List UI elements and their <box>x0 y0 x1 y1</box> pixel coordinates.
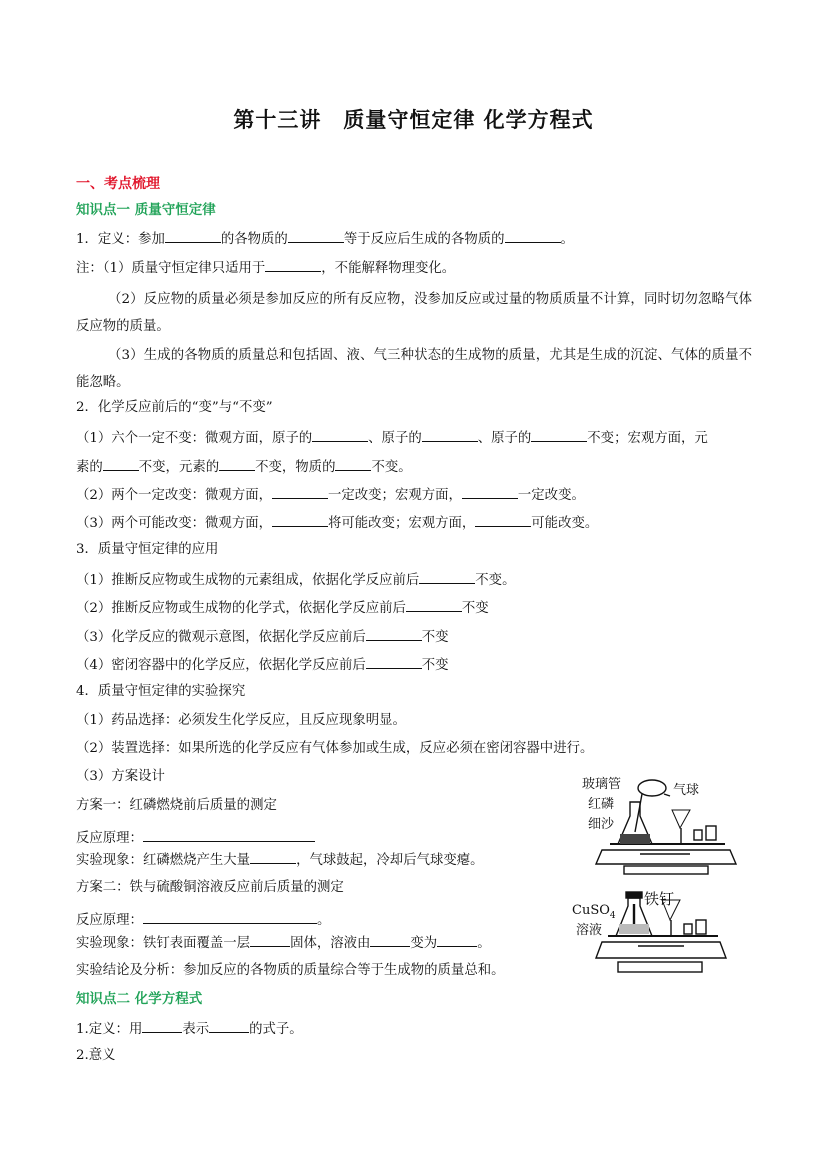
blank[interactable] <box>250 849 296 864</box>
blank[interactable] <box>437 932 477 947</box>
text-line <box>76 512 598 534</box>
blank[interactable] <box>250 932 290 947</box>
text-line: （3）方案设计 <box>76 769 165 784</box>
blank[interactable] <box>505 228 561 243</box>
copper-sulfate-balance-figure <box>568 884 738 990</box>
blank[interactable] <box>531 427 587 442</box>
text-line <box>76 849 484 871</box>
text: （2）推断反应物或生成物的化学式，依据化学反应前后 <box>76 601 406 616</box>
page-title: 第十三讲 质量守恒定律 化学方程式 <box>233 108 594 132</box>
text-line <box>76 654 449 676</box>
definition-line <box>76 228 574 250</box>
text-line <box>76 626 449 648</box>
subheading: 2．化学反应前后的“变”与“不变” <box>76 400 273 415</box>
blank[interactable] <box>219 456 255 471</box>
note-line <box>76 257 455 279</box>
blank[interactable] <box>406 597 462 612</box>
text-line: 实验结论及分析：参加反应的各物质的质量综合等于生成物的质量总和。 <box>76 963 505 978</box>
label-tube: 玻璃管 <box>582 777 622 792</box>
note-paragraph: （2）反应物的质量必须是参加反应的所有反应物，没参加反应或过量的物质质量不计算，同时切勿忽略气体反应物的质量。 <box>76 292 752 334</box>
blank[interactable] <box>143 827 315 842</box>
blank[interactable] <box>335 456 371 471</box>
sand-layer <box>620 834 650 844</box>
subheading: 3．质量守恒定律的应用 <box>76 542 219 557</box>
knowledge-point-heading: 知识点二 化学方程式 <box>76 991 203 1007</box>
text-line <box>76 932 491 954</box>
text: 。 <box>560 232 574 247</box>
text-line <box>76 909 330 931</box>
text: 反应原理： <box>76 831 143 846</box>
blank[interactable] <box>143 909 317 924</box>
blank[interactable] <box>209 1018 249 1033</box>
text: 。 <box>477 936 491 951</box>
subheading: 4．质量守恒定律的实验探究 <box>76 684 246 699</box>
text: （1）六个一定不变：微观方面，原子的 <box>76 431 313 446</box>
text: ，不能解释物理变化。 <box>321 261 456 276</box>
text: 变为 <box>410 936 438 951</box>
text: 不变 <box>461 601 489 616</box>
text: 反应原理： <box>76 913 143 928</box>
label-cuso4-sub: 4 <box>609 911 616 921</box>
blank[interactable] <box>422 427 478 442</box>
text-line: 2.意义 <box>76 1048 116 1063</box>
label-phosphorus: 红磷 <box>588 797 615 812</box>
text-line <box>76 484 585 506</box>
blank[interactable] <box>366 654 422 669</box>
knowledge-point-heading: 知识点一 质量守恒定律 <box>76 202 216 218</box>
blank[interactable] <box>103 456 139 471</box>
text: 不变 <box>421 658 449 673</box>
blank[interactable] <box>165 228 221 243</box>
text: 不变 <box>421 630 449 645</box>
text-line: （2）装置选择：如果所选的化学反应有气体参加或生成，反应必须在密闭容器中进行。 <box>76 741 594 756</box>
text: 不变。 <box>371 460 412 475</box>
text: 的式子。 <box>249 1022 303 1037</box>
label-cuso4-main: CuSO <box>572 903 610 918</box>
label-sand: 细沙 <box>588 817 615 832</box>
label-cuso4 <box>572 903 616 921</box>
text-line <box>76 427 708 449</box>
text: 素的 <box>76 460 103 475</box>
text-line <box>76 1018 303 1040</box>
text: （4）密闭容器中的化学反应，依据化学反应前后 <box>76 658 366 673</box>
text: 1．定义：参加 <box>76 232 165 247</box>
plan-title: 方案二：铁与硫酸铜溶液反应前后质量的测定 <box>76 880 344 895</box>
blank[interactable] <box>272 484 328 499</box>
text-line: （1）药品选择：必须发生化学反应，且反应现象明显。 <box>76 713 406 728</box>
blank[interactable] <box>366 626 422 641</box>
blank[interactable] <box>312 427 368 442</box>
blank[interactable] <box>288 228 344 243</box>
text: 不变，物质的 <box>255 460 336 475</box>
text: 等于反应后生成的各物质的 <box>343 232 505 247</box>
text: 实验现象：红磷燃烧产生大量 <box>76 853 251 868</box>
blank[interactable] <box>370 932 410 947</box>
text-line <box>76 456 412 478</box>
text: 固体，溶液由 <box>290 936 371 951</box>
text: 、原子的 <box>477 431 532 446</box>
balloon-shape <box>638 780 666 796</box>
text: 不变；宏观方面，元 <box>587 431 708 446</box>
label-nail: 铁钉 <box>644 890 675 908</box>
text: 表示 <box>182 1022 210 1037</box>
blank[interactable] <box>462 484 518 499</box>
text: 不变。 <box>475 573 516 588</box>
text-line <box>76 827 315 849</box>
blank[interactable] <box>475 512 531 527</box>
text: （1）推断反应物或生成物的元素组成，依据化学反应前后 <box>76 573 420 588</box>
solution-fill <box>619 924 649 934</box>
text: 的各物质的 <box>220 232 288 247</box>
text: 注：（1）质量守恒定律只适用于 <box>76 261 266 276</box>
text: 一定改变。 <box>517 488 585 503</box>
text: 一定改变；宏观方面， <box>328 488 462 503</box>
plan-title: 方案一：红磷燃烧前后质量的测定 <box>76 798 277 813</box>
blank[interactable] <box>142 1018 182 1033</box>
section-heading: 一、考点梳理 <box>76 176 160 192</box>
text: 。 <box>316 913 331 928</box>
blank[interactable] <box>419 569 475 584</box>
label-balloon: 气球 <box>673 783 700 798</box>
phosphorus-balance-figure <box>580 770 740 880</box>
text: 实验现象：铁钉表面覆盖一层 <box>76 936 251 951</box>
text: （3）两个可能改变：微观方面， <box>76 516 272 531</box>
blank[interactable] <box>272 512 328 527</box>
text: 将可能改变；宏观方面， <box>328 516 476 531</box>
text: 、原子的 <box>368 431 422 446</box>
label-solution: 溶液 <box>576 923 603 938</box>
blank[interactable] <box>265 257 321 272</box>
text: 可能改变。 <box>531 516 599 531</box>
text: （3）化学反应的微观示意图，依据化学反应前后 <box>76 630 366 645</box>
text-line <box>76 597 489 619</box>
text: 不变，元素的 <box>138 460 220 475</box>
text-line <box>76 569 515 591</box>
text: ，气球鼓起，冷却后气球变瘪。 <box>296 853 484 868</box>
text: （2）两个一定改变：微观方面， <box>76 488 272 503</box>
text: 1.定义：用 <box>76 1022 143 1037</box>
note-paragraph: （3）生成的各物质的质量总和包括固、液、气三种状态的生成物的质量，尤其是生成的沉淀、气体的质量不能忽略。 <box>76 348 752 390</box>
